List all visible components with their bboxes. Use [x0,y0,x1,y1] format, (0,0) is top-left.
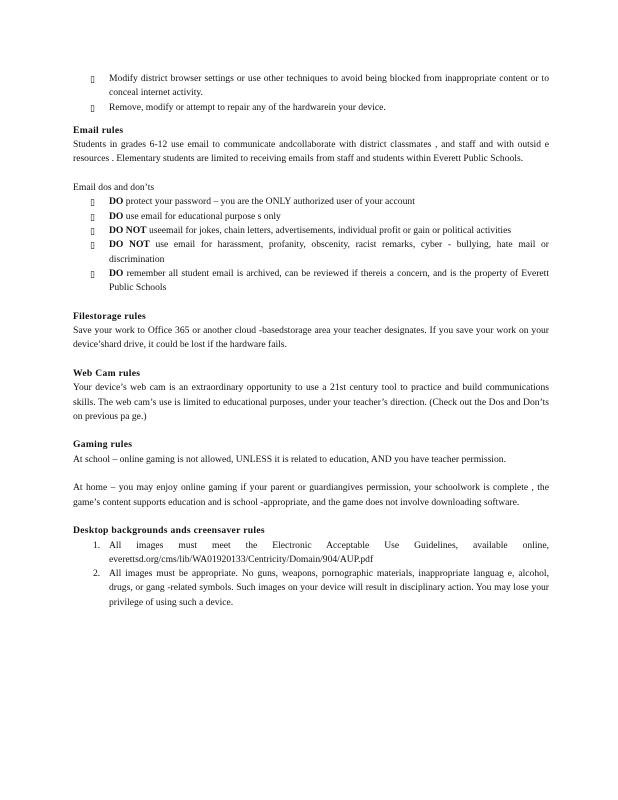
rule-lead: DO [109,196,124,208]
email-rule-item [73,224,549,238]
email-rule-item [73,267,549,296]
bullet-box-icon: ▯ [90,268,95,279]
rule-lead: DO [109,267,124,279]
gaming-home-text: At home – you may enjoy online gaming if your parent or guardiangives permission, your schoolwork is complete , the game’s content supports education and is school -appropriate, and the game does not involve downloading software. [73,482,549,508]
file-storage-text: Save your work to Office 365 or another cloud -basedstorage area your teacher designates. If you save your work on your device’shard drive, it could be lost if the hardware fails. [73,325,549,351]
bullet-text: Remove, modify or attempt to repair any of the hardwarein your device. [109,101,386,113]
list-number: 1. [93,539,101,551]
gaming-school-text: At school – online gaming is not allowed, UNLESS it is related to education, AND you have teacher permission. [73,453,506,465]
document-page [73,72,549,610]
intro-bullet [73,72,549,101]
gaming-heading: Gaming rules [73,439,133,451]
intro-bullet [73,101,549,115]
rule-text: All images must meet the Electronic Acceptable Use Guidelines, available online, everettsd.org/cms/lib/WA01920133/Centricity/Domain/904/AUP.pdf [109,539,549,565]
rule-text: use email for harassment, profanity, obscenity, racist remarks, cyber - bullying, hate mail or discrimination [109,239,549,265]
rule-text: use email for educational purpose s only [125,210,281,222]
rule-lead: DO [109,210,124,222]
bullet-box-icon: ▯ [90,225,95,236]
rule-text: useemail for jokes, chain letters, advertisements, individual profit or gain or political activities [149,224,512,236]
desktop-rule-item [73,567,549,610]
email-dos-heading: Email dos and don’ts [73,182,155,194]
web-cam-text: Your device’s web cam is an extraordinary opportunity to use a 21st century tool to practice and build communications skills. The web cam’s use is limited to educational purposes, under your teacher’s direction. (Check out the Dos and Don’ts on previous pa ge.) [73,382,549,422]
email-rule-item [73,195,549,209]
web-cam-heading: Web Cam rules [73,367,141,379]
rule-text: remember all student email is archived, can be reviewed if thereis a concern, and is the property of Everett Public Schools [109,267,549,294]
desktop-rule-item [73,539,549,568]
rule-lead: DO NOT [109,239,150,251]
bullet-box-icon: ▯ [90,197,95,208]
bullet-box-icon: ▯ [90,74,95,84]
bullet-box-icon: ▯ [90,102,95,113]
bullet-box-icon: ▯ [90,240,95,251]
file-storage-heading: Filestorage rules [73,310,147,322]
rule-text: All images must be appropriate. No guns, weapons, pornographic materials, inappropriate languag e, alcohol, drugs, or gang -related symbols. Such images on your device will result in disciplinary action. You may lose your privilege of using such a device. [109,568,549,608]
bullet-text: Modify district browser settings or use other techniques to avoid being blocked from inappropriate content or to conceal internet activity. [109,73,549,99]
list-number: 2. [93,568,101,580]
bullet-box-icon: ▯ [90,211,95,222]
rule-lead: DO NOT [109,224,147,236]
email-rules-heading: Email rules [73,124,124,136]
desktop-heading: Desktop backgrounds ands creensaver rules [73,525,265,537]
rule-text: protect your password – you are the ONLY authorized user of your account [125,196,415,208]
email-rule-item [73,210,549,224]
email-rules-text: Students in grades 6-12 use email to communicate andcollaborate with district classmates , and staff and with outsid e resources . Elementary students are limited to receiving emails from staff and students within Everett Public Schools. [73,139,549,165]
email-rule-item [73,238,549,267]
